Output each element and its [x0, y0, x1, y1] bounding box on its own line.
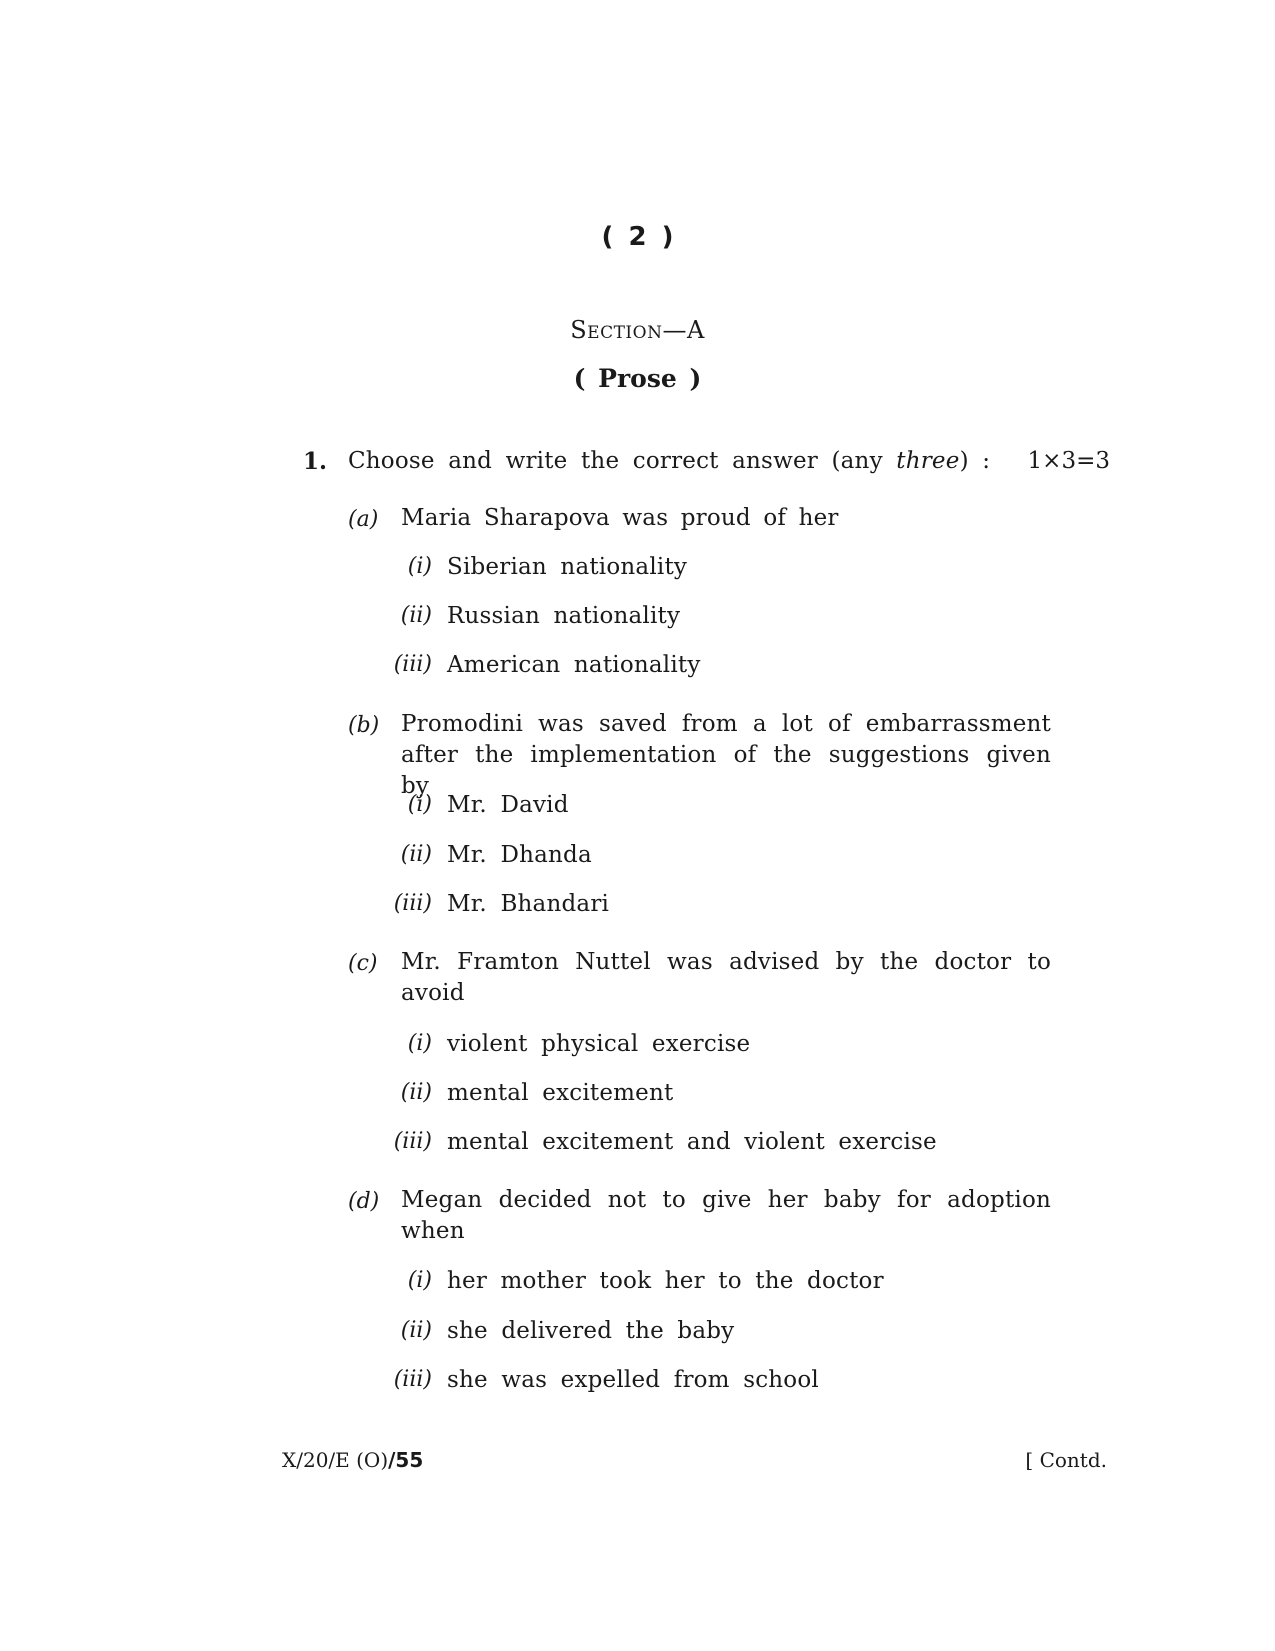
option-text: Mr. Dhanda — [447, 842, 592, 868]
option-label: (ii) — [400, 1318, 432, 1343]
option-text: Mr. David — [447, 792, 569, 818]
paper-code-suffix: /55 — [388, 1448, 424, 1472]
question-instruction — [348, 448, 990, 474]
part-question: Megan decided not to give her baby for adoption when — [401, 1187, 1051, 1244]
instruction-text: Choose and write the correct answer (any — [348, 448, 897, 474]
paper-code — [282, 1448, 423, 1472]
option-text: mental excitement — [447, 1080, 674, 1106]
section-subheading: ( Prose ) — [573, 364, 702, 393]
part-question: Promodini was saved from a lot of embarrassment after the implementation of the suggestions given by — [401, 711, 1051, 799]
option-label: (iii) — [393, 1367, 432, 1392]
option-label: (ii) — [400, 842, 432, 867]
option-label: (ii) — [400, 603, 432, 628]
instruction-emphasis: three — [896, 448, 960, 474]
option-text: Mr. Bhandari — [447, 891, 610, 917]
option-text: violent physical exercise — [447, 1031, 751, 1057]
part-label: (b) — [348, 713, 380, 738]
option-text: American nationality — [447, 652, 701, 678]
instruction-text-end: ) : — [959, 448, 991, 474]
part-question: Mr. Framton Nuttel was advised by the doctor to avoid — [401, 949, 1051, 1006]
part-question: Maria Sharapova was proud of her — [401, 505, 839, 531]
option-label: (iii) — [393, 652, 432, 677]
option-label: (iii) — [393, 891, 432, 916]
part-label: (a) — [348, 507, 379, 532]
paper-code-prefix: X/20/E (O) — [282, 1448, 389, 1472]
option-label: (i) — [407, 1031, 432, 1056]
option-text: Russian nationality — [447, 603, 681, 629]
option-text: Siberian nationality — [447, 554, 688, 580]
page-number: ( 2 ) — [601, 222, 674, 252]
option-label: (i) — [407, 792, 432, 817]
option-label: (ii) — [400, 1080, 432, 1105]
part-label: (c) — [348, 951, 378, 976]
option-label: (i) — [407, 554, 432, 579]
part-label: (d) — [348, 1189, 380, 1214]
question-marks: 1×3=3 — [1027, 448, 1110, 474]
option-label: (i) — [407, 1268, 432, 1293]
option-text: she delivered the baby — [447, 1318, 735, 1344]
option-text: she was expelled from school — [447, 1367, 819, 1393]
option-label: (iii) — [393, 1129, 432, 1154]
continued-marker: [ Contd. — [1025, 1448, 1107, 1472]
option-text: her mother took her to the doctor — [447, 1268, 884, 1294]
question-number: 1. — [303, 448, 328, 475]
section-heading: Section—A — [570, 316, 705, 344]
option-text: mental excitement and violent exercise — [447, 1129, 937, 1155]
